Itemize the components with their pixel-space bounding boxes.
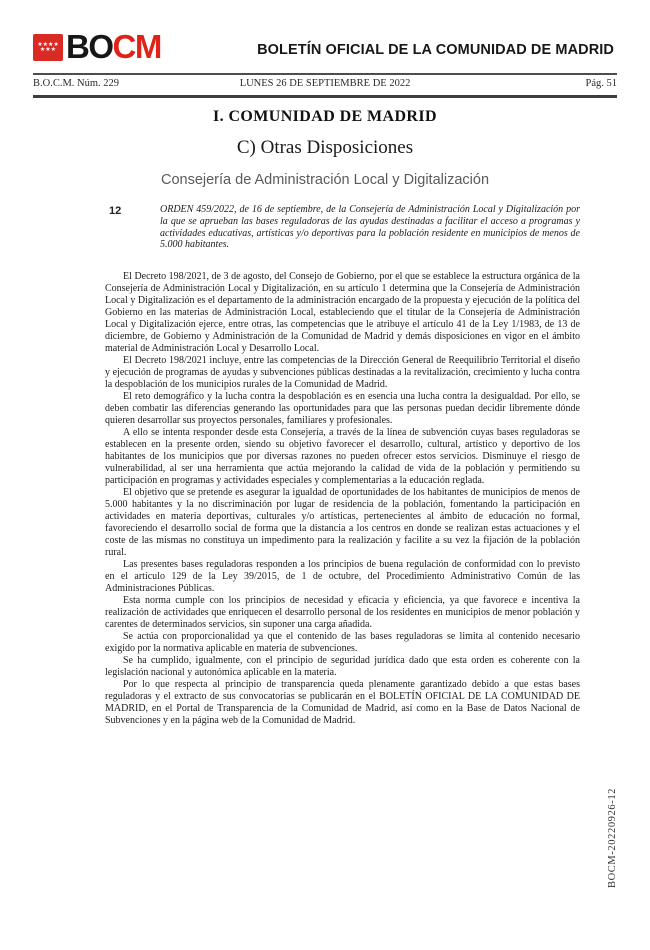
order-item-summary: ORDEN 459/2022, de 16 de septiembre, de la Consejería de Administración Local y Digitalización por la que se aprueban las bases reguladoras de las ayudas destinadas a facilitar el acceso a programas y actividades educativas, artísticas y/o deportivas para la población residente en municipios de menos de 5.000 habitantes. <box>160 204 580 251</box>
body-paragraph: El reto demográfico y la lucha contra la despoblación es en esencia una lucha contra la desigualdad. Por ello, se deben combatir las diferencias generando las oportunidades para que las personas puedan decidir libremente dónde quieren desarrollar sus proyectos personales, familiares y profesionales. <box>105 391 580 427</box>
body-paragraph: El objetivo que se pretende es asegurar la igualdad de oportunidades de los habitantes de municipios de menos de 5.000 habitantes y la no discriminación por lugar de residencia de la población, fomentando la participación en actividades en materia deportivas, culturales y/o artísticas, pertenecientes al ámbito de educación no formal, favoreciendo el desarrollo social de forma que la distancia a los centros en donde se realizan estas actuaciones y el coste de las mismas no constituya un impedimento para la realización y facilite a su vez la fijación de la población rural. <box>105 487 580 559</box>
body-paragraph: Las presentes bases reguladoras responden a los principios de buena regulación de conformidad con lo previsto en el artículo 129 de la Ley 39/2015, de 1 de octubre, del Procedimiento Administrativo Común de las Administraciones Públicas. <box>105 559 580 595</box>
order-item <box>105 204 580 251</box>
page-number: Pág. 51 <box>585 78 617 89</box>
flag-stars-top: ★★★★ <box>37 41 59 48</box>
header-rule-thin <box>33 73 617 75</box>
section-department: Consejería de Administración Local y Digitalización <box>160 172 490 188</box>
madrid-flag-icon <box>33 34 63 61</box>
body-paragraph: Esta norma cumple con los principios de necesidad y eficacia y eficiencia, ya que favorece e incentiva la realización de actividades que enriquecen el desarrollo personal de los residentes en municipios de menor población y carentes de determinados servicios, sin suponer una carga añadida. <box>105 595 580 631</box>
order-item-number: 12 <box>109 205 122 217</box>
body-paragraph: El Decreto 198/2021 incluye, entre las competencias de la Dirección General de Reequilibrio Territorial el diseño y ejecución de programas de ayudas y subvenciones públicas destinadas a la revitalización, crecimiento y lucha contra la despoblación de los municipios rurales de la Comunidad de Madrid. <box>105 355 580 391</box>
header-rule-thick <box>33 95 617 98</box>
body-paragraph: A ello se intenta responder desde esta Consejería, a través de la línea de subvención cuyas bases reguladoras se establecen en la presente orden, siendo su objetivo favorecer el desarrollo, cultural, artístico y deportivo de los habitantes de los municipios que por diversas razones no pueden ofrecer estos servicios. Disminuye el riesgo de vulnerabilidad, al ser una herramienta que actúa mejorando la calidad de vida de la población y permitiendo su participación en programas y actividades especiales y complementarias a la educación reglada. <box>105 427 580 487</box>
section-title: I. COMUNIDAD DE MADRID <box>213 108 437 125</box>
bocm-logo <box>33 28 161 65</box>
logo-bo: BO <box>66 28 113 65</box>
masthead-title: BOLETÍN OFICIAL DE LA COMUNIDAD DE MADRID <box>257 42 614 58</box>
logo-cm: CM <box>112 28 161 65</box>
order-body <box>105 271 580 727</box>
issue-number: B.O.C.M. Núm. 229 <box>33 78 120 89</box>
body-paragraph: Se ha cumplido, igualmente, con el principio de seguridad jurídica dado que esta orden es coherente con la legislación nacional y autonómica aplicable en la materia. <box>105 655 580 679</box>
body-paragraph: El Decreto 198/2021, de 3 de agosto, del Consejo de Gobierno, por el que se establece la estructura orgánica de la Consejería de Administración Local y Digitalización, en su artículo 1 determina que la Consejería de Administración Local y Digitalización es el departamento de la administración encargado de la propuesta y ejecución de la política del Gobierno en las materias de Administración Local, estableciendo que el titular de la Consejería de Administración Local y Digitalización ejerce, entre otras, las competencias que le atribuye el artículo 41 de la Ley 1/1983, de 13 de diciembre, de Gobierno y Administración de la Comunidad de Madrid y demás disposiciones en vigor en el ámbito material de Administración Local y Desarrollo Local. <box>105 271 580 355</box>
body-paragraph: Por lo que respecta al principio de transparencia queda plenamente garantizado debido a que estas bases reguladoras y el extracto de sus convocatorias se publicarán en el BOLETÍN OFICIAL DE LA COMUNIDAD DE MADRID, en el Portal de Transparencia de la Comunidad de Madrid, así como en la Base de Datos Nacional de Subvenciones y en la página web de la Comunidad de Madrid. <box>105 679 580 727</box>
body-paragraph: Se actúa con proporcionalidad ya que el contenido de las bases reguladoras se limita al contenido necesario exigido por la normativa aplicable en materia de subvenciones. <box>105 631 580 655</box>
bocm-logo-text <box>66 28 161 65</box>
header-meta-row <box>33 78 617 92</box>
masthead <box>33 30 614 64</box>
publication-date: LUNES 26 DE SEPTIEMBRE DE 2022 <box>239 78 411 89</box>
bocm-page <box>0 30 650 950</box>
flag-stars-bottom: ★★★ <box>39 46 57 53</box>
section-subsection: C) Otras Disposiciones <box>236 137 414 158</box>
document-code-vertical: BOCM-20220926-12 <box>607 787 618 888</box>
